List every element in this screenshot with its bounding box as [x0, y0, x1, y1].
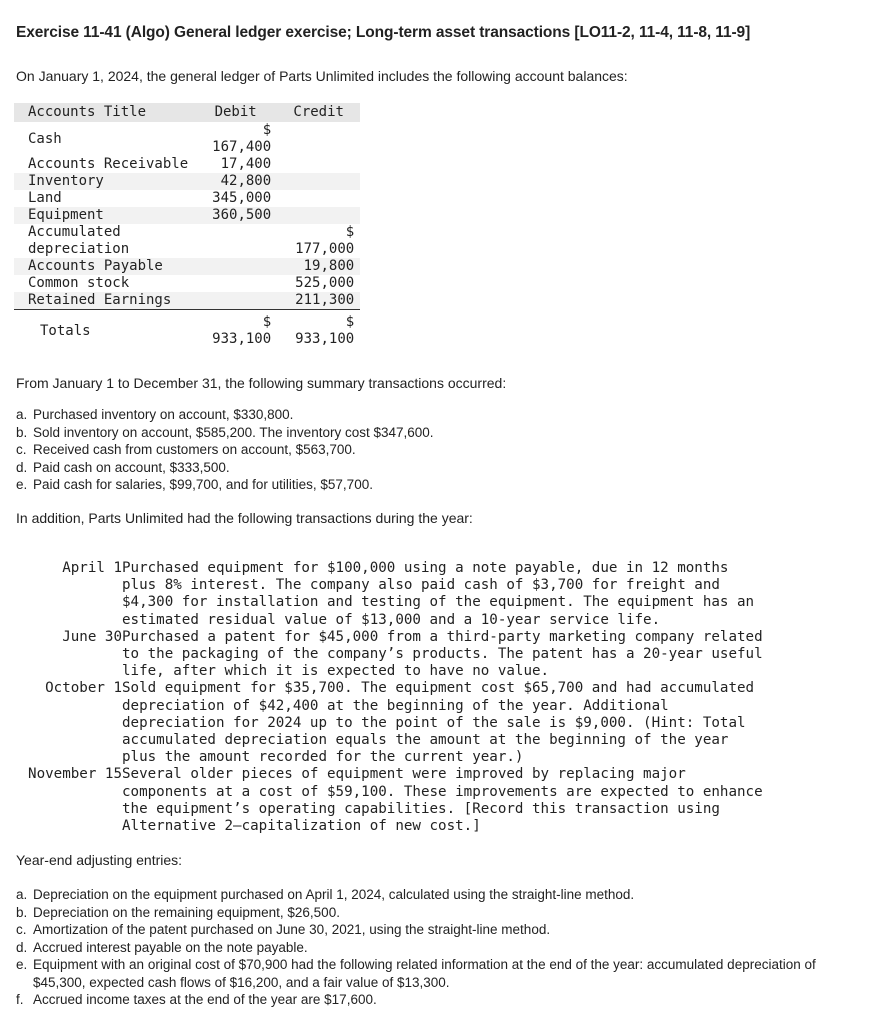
list-item	[16, 956, 836, 991]
credit-cell	[277, 190, 360, 207]
list-item	[16, 904, 836, 922]
debit-cell	[194, 292, 277, 310]
table-row	[14, 207, 360, 224]
debit-cell: 42,800	[194, 173, 277, 190]
list-marker: e.	[16, 477, 28, 492]
credit-total	[277, 310, 360, 349]
list-marker: d.	[16, 939, 28, 955]
account-name: Inventory	[14, 173, 194, 190]
transaction-text	[122, 629, 822, 681]
list-marker: f.	[16, 992, 24, 1007]
header-debit: Debit	[194, 103, 277, 122]
table-row	[14, 156, 360, 173]
dollar-sign: $	[262, 314, 272, 330]
header-credit: Credit	[277, 103, 360, 122]
list-marker: e.	[16, 957, 28, 972]
text-line: Sold equipment for $35,700. The equipment cost $65,700 and had accumulated	[122, 680, 755, 697]
transaction-date: October 1	[45, 680, 122, 697]
table-row	[14, 258, 360, 275]
text-line: the equipment’s operating capabilities. [Record this transaction using	[122, 800, 720, 817]
debit-cell	[194, 122, 277, 156]
list-marker: a.	[16, 887, 28, 902]
text-line: depreciation for 2024 up to the point of the sale is $9,000. (Hint: Total	[122, 714, 746, 731]
transaction-entry	[14, 680, 822, 766]
list-text: Accrued interest payable on the note payable.	[33, 939, 308, 955]
transaction-text	[122, 680, 822, 766]
year-transactions	[14, 560, 822, 835]
additional-intro: In addition, Parts Unlimited had the following transactions during the year:	[16, 510, 473, 526]
list-item	[16, 476, 434, 494]
list-text: Received cash from customers on account, $563,700.	[33, 442, 356, 457]
list-item	[16, 921, 836, 939]
list-item	[16, 424, 434, 442]
text-line: components at a cost of $59,100. These improvements are expected to enhance	[122, 783, 763, 800]
account-name-line: depreciation	[28, 241, 130, 257]
debit-total	[194, 310, 277, 349]
debit-value: 167,400	[212, 139, 272, 155]
debit-total-value: 933,100	[212, 331, 272, 347]
list-item	[16, 886, 836, 904]
account-balances-table	[14, 103, 360, 348]
list-marker: c.	[16, 922, 27, 937]
credit-value: 177,000	[295, 241, 355, 257]
intro-text: On January 1, 2024, the general ledger of Parts Unlimited includes the following account balances:	[16, 68, 628, 84]
list-item	[16, 406, 434, 424]
credit-total-value: 933,100	[295, 331, 355, 347]
table-row	[14, 190, 360, 207]
text-line: $4,300 for installation and testing of the equipment. The equipment has an	[122, 594, 755, 611]
transaction-date: November 15	[28, 766, 122, 783]
transaction-entry	[14, 629, 822, 681]
list-text: Paid cash on account, $333,500.	[33, 459, 230, 475]
text-line: plus 8% interest. The company also paid cash of $3,700 for freight and	[122, 577, 720, 594]
debit-cell	[194, 258, 277, 275]
credit-cell	[277, 122, 360, 156]
dollar-sign: $	[262, 122, 272, 138]
list-text: Depreciation on the remaining equipment, $26,500.	[33, 904, 340, 920]
credit-cell	[277, 207, 360, 224]
credit-cell: 211,300	[277, 292, 360, 310]
account-name: Accounts Payable	[14, 258, 194, 275]
dollar-sign: $	[345, 314, 355, 330]
list-text: Accrued income taxes at the end of the year are $17,600.	[33, 992, 377, 1007]
dollar-sign: $	[345, 224, 355, 240]
debit-cell	[194, 275, 277, 292]
transaction-date: April 1	[62, 560, 122, 576]
list-marker: c.	[16, 442, 27, 457]
account-name: Common stock	[28, 275, 130, 291]
list-item	[16, 459, 434, 477]
text-line: life, after which it is expected to have no value.	[122, 663, 550, 680]
list-item	[16, 939, 836, 957]
list-text: Paid cash for salaries, $99,700, and for utilities, $57,700.	[33, 477, 373, 492]
table-row	[14, 224, 360, 258]
transaction-entry	[14, 766, 822, 835]
account-name: Accounts Receivable	[28, 156, 189, 172]
debit-cell: 360,500	[194, 207, 277, 224]
totals-label: Totals	[14, 310, 194, 349]
list-marker: b.	[16, 424, 28, 440]
adjusting-entries	[16, 886, 836, 1009]
account-name: Equipment	[14, 207, 194, 224]
header-accounts-title: Accounts Title	[14, 103, 194, 122]
list-item	[16, 991, 836, 1009]
table-row	[14, 292, 360, 310]
account-name: Retained Earnings	[14, 292, 194, 310]
list-text: Depreciation on the equipment purchased on April 1, 2024, calculated using the straight-line method.	[33, 887, 635, 902]
credit-cell	[277, 156, 360, 173]
table-row	[14, 122, 360, 156]
transaction-text	[122, 560, 822, 629]
table-row	[14, 275, 360, 292]
text-line: estimated residual value of $13,000 and a 10-year service life.	[122, 611, 661, 628]
credit-cell	[277, 173, 360, 190]
text-line: Several older pieces of equipment were improved by replacing major	[122, 766, 686, 783]
list-marker: d.	[16, 459, 28, 475]
list-text: Sold inventory on account, $585,200. The inventory cost $347,600.	[33, 424, 434, 440]
text-line: Purchased equipment for $100,000 using a note payable, due in 12 months	[122, 560, 729, 576]
text-line: Purchased a patent for $45,000 from a third-party marketing company related	[122, 628, 763, 645]
list-item	[16, 441, 434, 459]
account-name-line: Accumulated	[28, 224, 121, 240]
list-text: Purchased inventory on account, $330,800.	[33, 407, 294, 422]
debit-cell: 17,400	[220, 156, 272, 172]
list-marker: b.	[16, 904, 28, 920]
debit-cell	[194, 224, 277, 258]
text-line: to the packaging of the company’s products. The patent has a 20-year useful	[122, 646, 763, 663]
text-line: plus the amount recorded for the current year.)	[122, 749, 524, 766]
debit-cell: 345,000	[212, 190, 272, 206]
summary-intro: From January 1 to December 31, the following summary transactions occurred:	[16, 375, 507, 391]
table-row	[14, 173, 360, 190]
transaction-date: June 30	[62, 628, 122, 645]
exercise-title: Exercise 11-41 (Algo) General ledger exercise; Long-term asset transactions [LO11-2, 11-4, 11-8, 11-9]	[16, 24, 751, 41]
adjusting-intro: Year-end adjusting entries:	[16, 852, 183, 868]
list-marker: a.	[16, 407, 28, 422]
credit-cell: 19,800	[277, 258, 360, 275]
list-text: Equipment with an original cost of $70,900 had the following related information at the end of the year: accumulated depreciation of $45,300, expected cash flows of $16,200, and a fair value of $13,300.	[33, 957, 816, 990]
account-name: Land	[28, 190, 62, 206]
account-name	[14, 224, 194, 258]
credit-cell: 525,000	[295, 275, 355, 291]
summary-transactions	[16, 406, 434, 494]
transaction-text	[122, 766, 822, 835]
table-header-row	[14, 103, 360, 122]
credit-cell	[277, 224, 360, 258]
account-name: Cash	[28, 130, 62, 147]
transaction-entry	[14, 560, 822, 629]
text-line: depreciation of $42,400 at the beginning of the year. Additional	[122, 697, 669, 714]
text-line: Alternative 2—capitalization of new cost.]	[122, 818, 481, 835]
list-text: Amortization of the patent purchased on June 30, 2021, using the straight-line method.	[33, 922, 551, 937]
totals-row	[14, 310, 360, 349]
text-line: accumulated depreciation equals the amount at the beginning of the year	[122, 732, 729, 749]
